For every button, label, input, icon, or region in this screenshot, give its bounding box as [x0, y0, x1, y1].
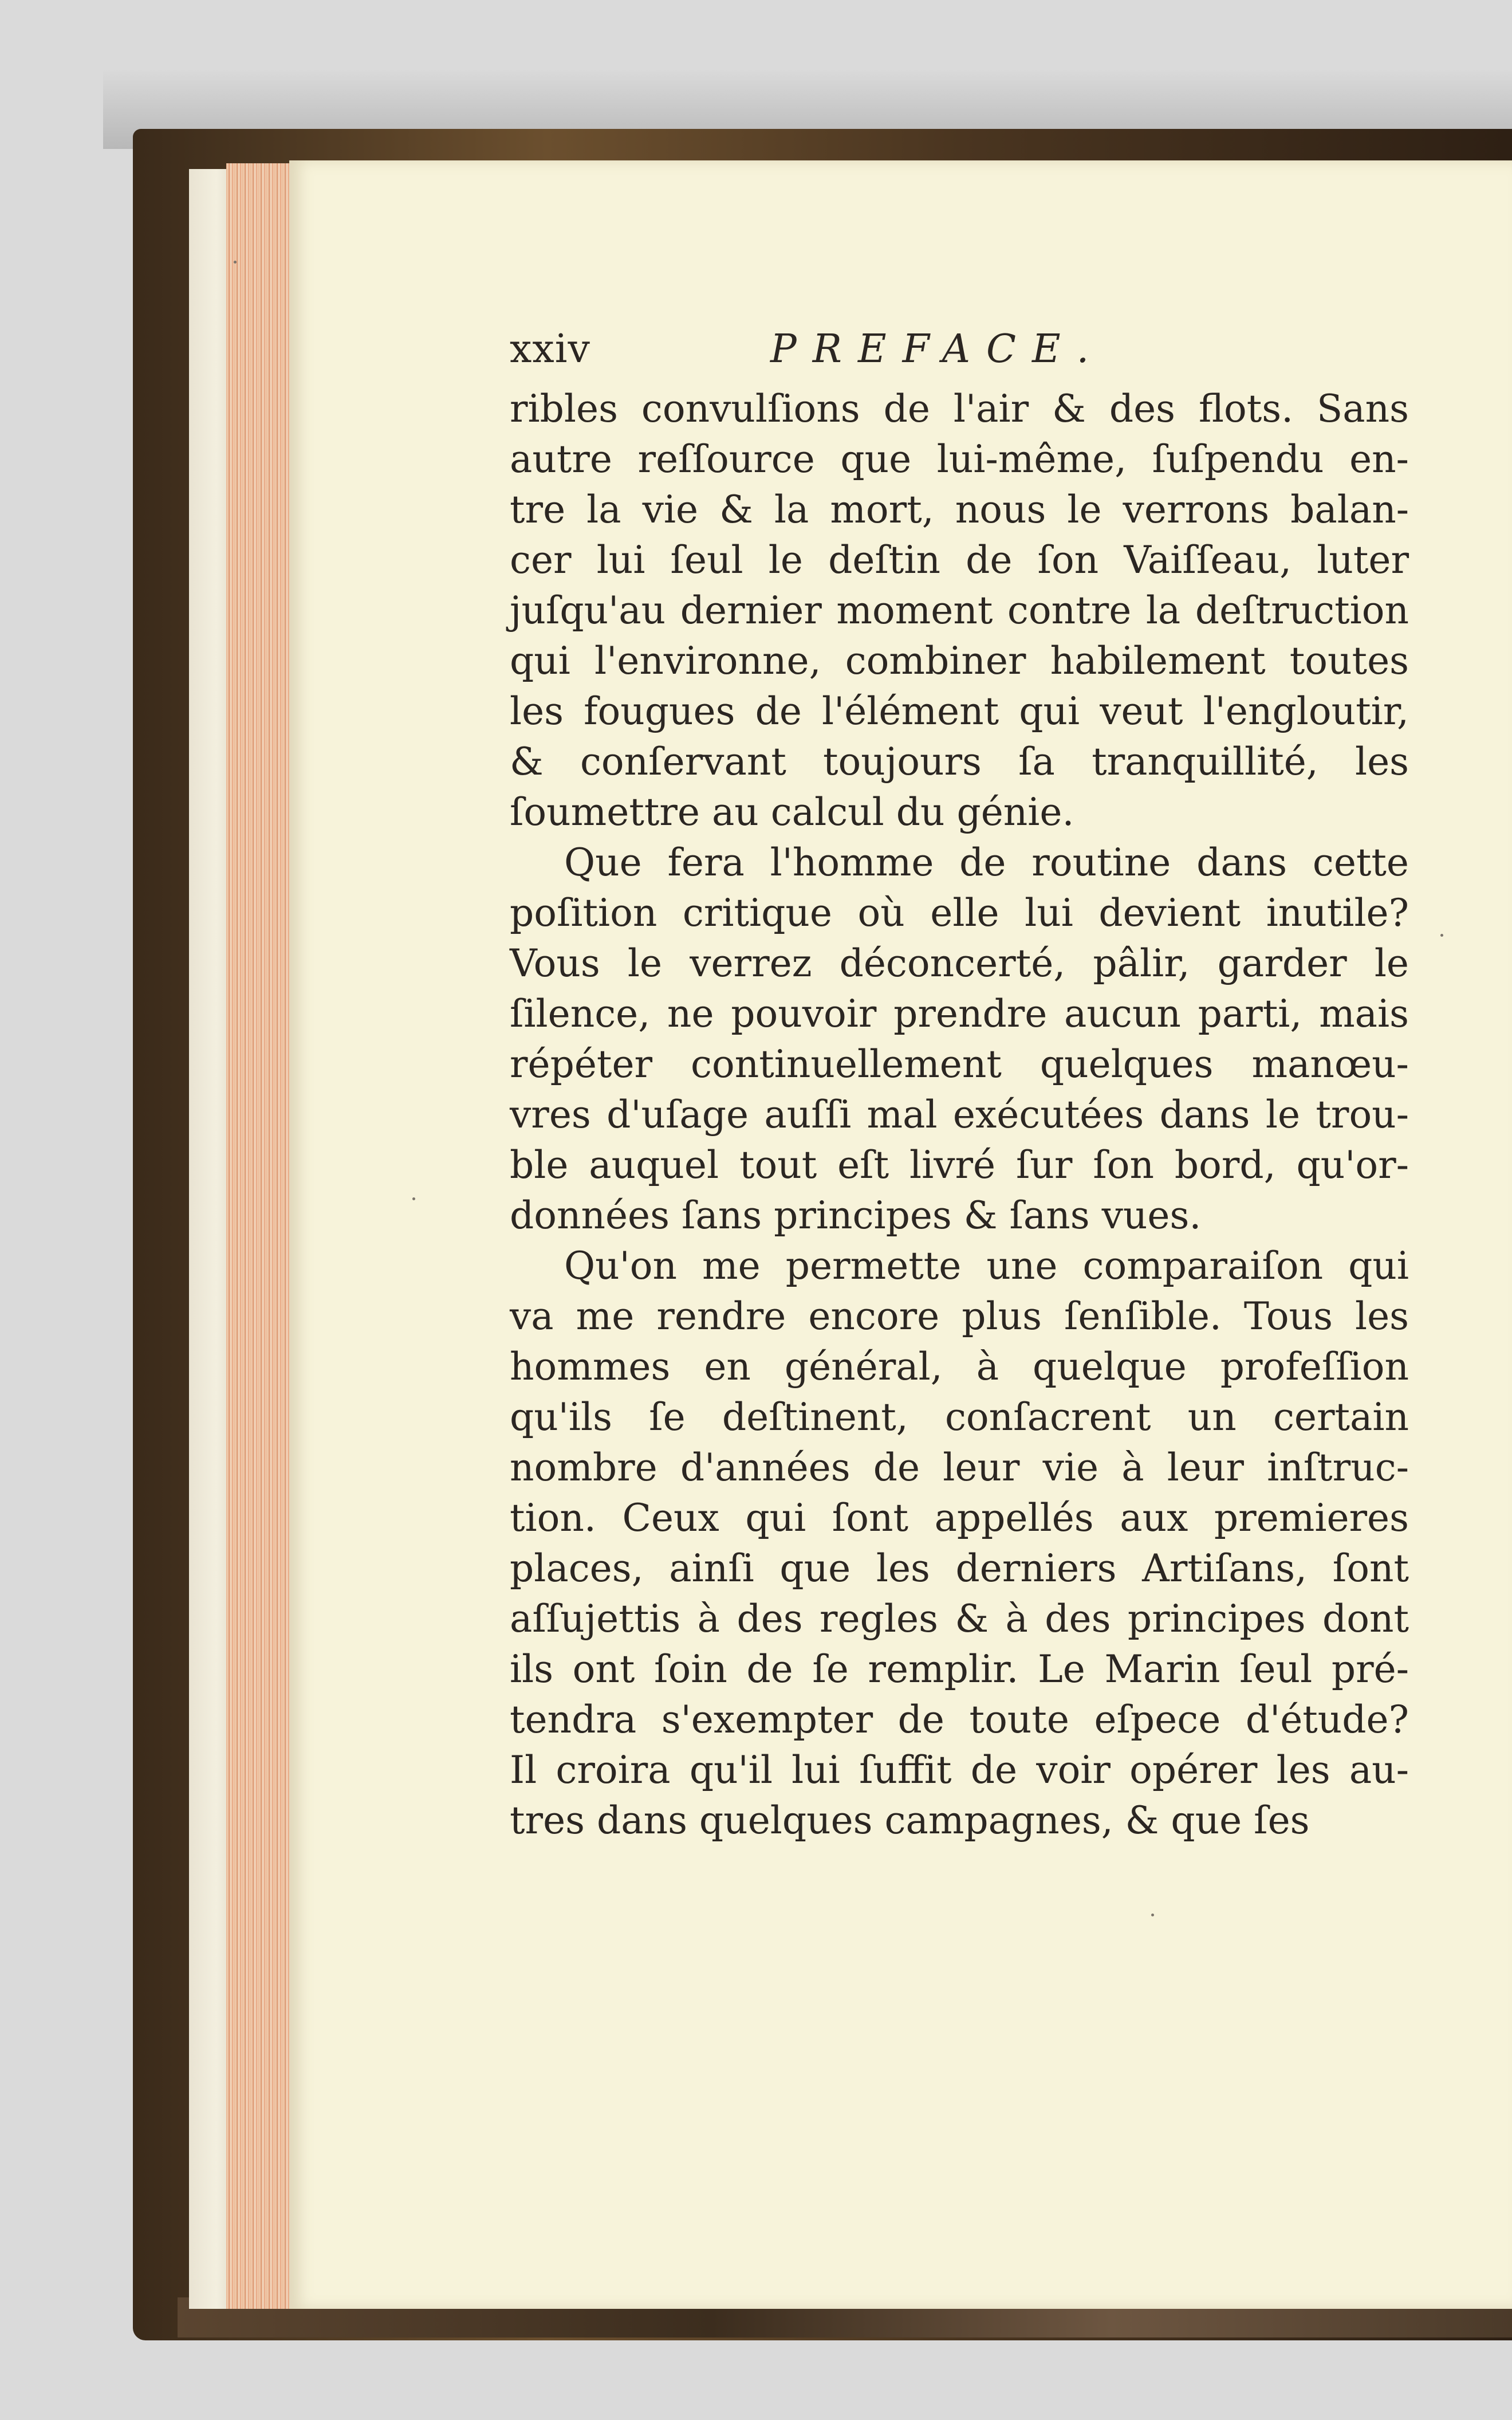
text-line: répéter continuellement quelques manœu- — [510, 1042, 1409, 1086]
text-line: aſſujettis à des regles & à des principes dont — [510, 1597, 1409, 1641]
body-text — [510, 384, 1409, 1846]
paper-speck — [234, 261, 237, 264]
text-line: tre la vie & la mort, nous le verrons balan- — [510, 488, 1409, 532]
text-line: données ſans principes & ſans vues. — [510, 1193, 1202, 1238]
page-text — [510, 327, 1409, 1846]
text-line: vres d'uſage auſſi mal exécutées dans le trou- — [510, 1093, 1409, 1137]
paper-speck — [1440, 934, 1443, 937]
text-line: cer lui ſeul le deſtin de ſon Vaiſſeau, luter — [510, 538, 1409, 582]
text-line: juſqu'au dernier moment contre la deſtruction — [510, 588, 1409, 632]
text-line: hommes en général, à quelque profeſſion — [510, 1345, 1409, 1389]
text-line: ſilence, ne pouvoir prendre aucun parti, mais — [510, 992, 1409, 1036]
text-line: tendra s'exempter de toute eſpece d'étude? — [510, 1698, 1409, 1742]
red-page-edges — [226, 163, 292, 2309]
text-line: tres dans quelques campagnes, & que ſes — [510, 1798, 1310, 1842]
text-line: Il croira qu'il lui ſuffit de voir opérer les au- — [510, 1748, 1409, 1792]
text-line: poſition critique où elle lui devient inutile? — [510, 891, 1409, 935]
page-number: xxiv — [510, 327, 590, 372]
text-line: nombre d'années de leur vie à leur inſtruc- — [510, 1445, 1409, 1490]
text-line: va me rendre encore plus ſenſible. Tous les — [510, 1294, 1409, 1338]
text-line: Vous le verrez déconcerté, pâlir, garder le — [510, 941, 1409, 985]
text-line: & conſervant toujours ſa tranquillité, les — [510, 740, 1409, 784]
running-title: PREFACE. — [770, 327, 1105, 372]
text-line: Qu'on me permette une comparaiſon qui — [564, 1244, 1409, 1288]
text-line: autre reſſource que lui-même, ſuſpendu en- — [510, 437, 1409, 481]
page-header — [510, 327, 1409, 384]
text-line: qu'ils ſe deſtinent, conſacrent un certain — [510, 1395, 1409, 1439]
text-line: places, ainſi que les derniers Artiſans, ſont — [510, 1546, 1409, 1590]
text-line: ble auquel tout eſt livré ſur ſon bord, qu'or- — [510, 1143, 1409, 1187]
paper-speck — [1151, 1914, 1154, 1916]
text-line: Que fera l'homme de routine dans cette — [564, 840, 1409, 885]
text-line: ribles convulſions de l'air & des flots. Sans — [510, 387, 1409, 431]
text-line: qui l'environne, combiner habilement toutes — [510, 639, 1409, 683]
text-line: ſoumettre au calcul du génie. — [510, 790, 1074, 834]
text-line: tion. Ceux qui ſont appellés aux premieres — [510, 1496, 1409, 1540]
text-line: ils ont ſoin de ſe remplir. Le Marin ſeul pré- — [510, 1647, 1409, 1691]
text-line: les fougues de l'élément qui veut l'engloutir, — [510, 689, 1409, 733]
paper-speck — [412, 1197, 415, 1200]
